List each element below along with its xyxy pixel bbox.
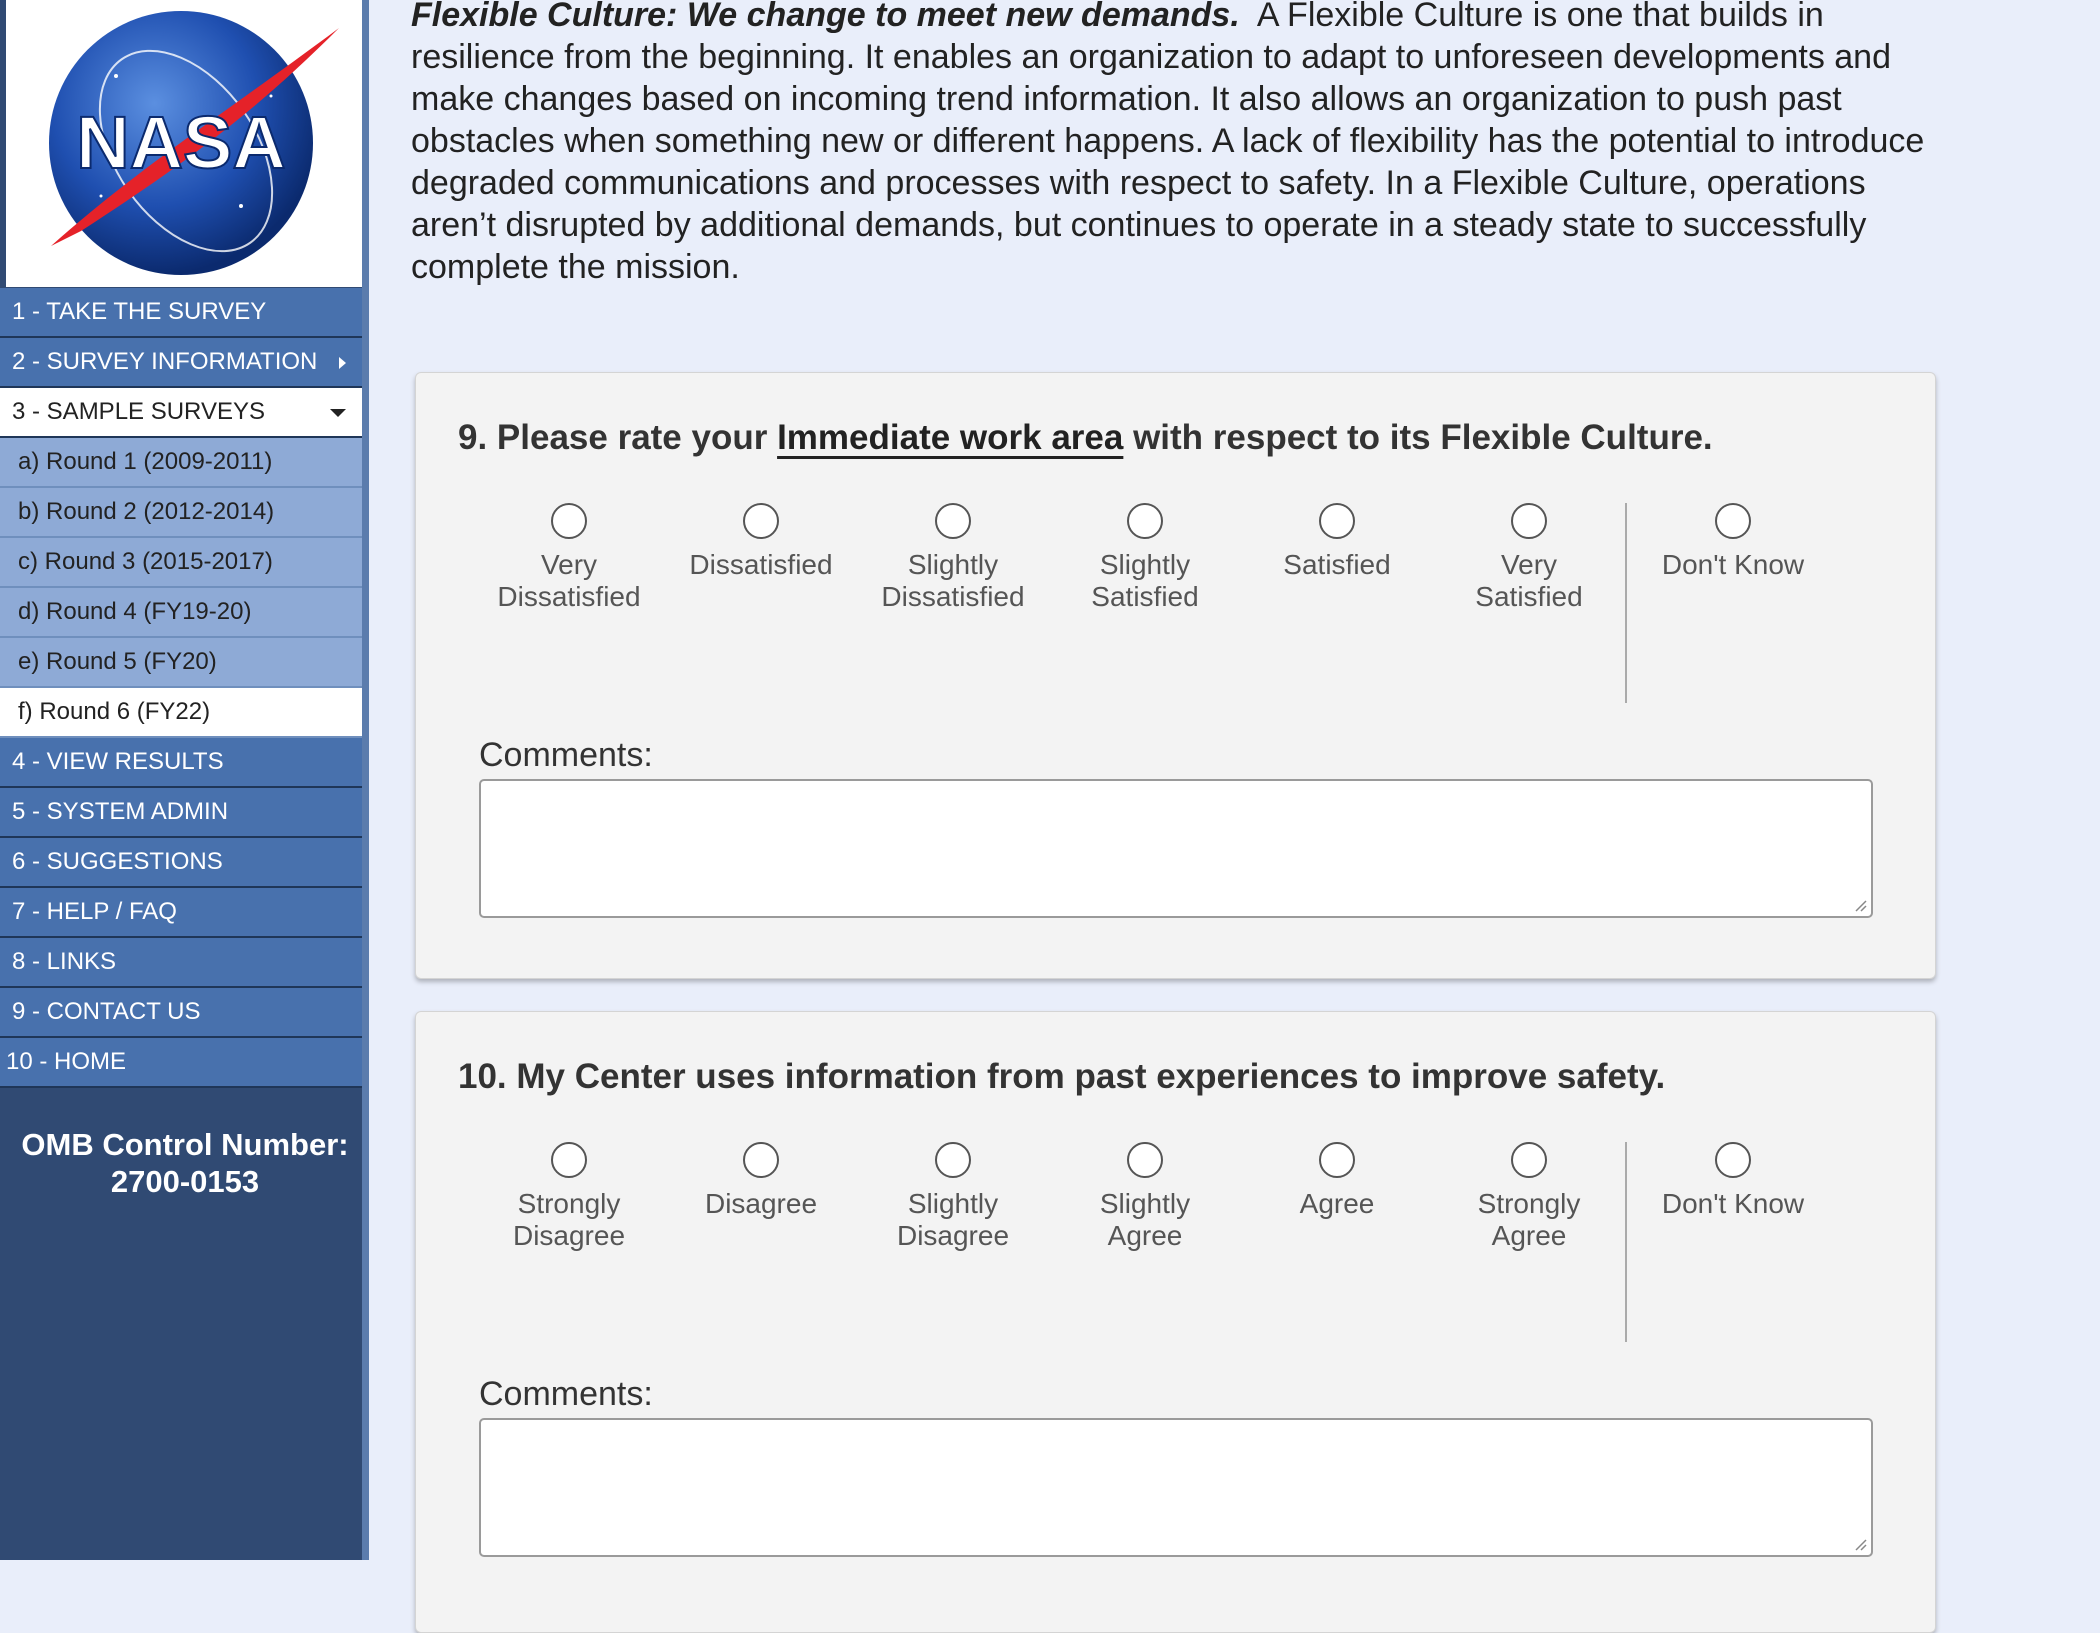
option-label-line2: Satisfied — [1475, 581, 1583, 612]
radio-button[interactable] — [1127, 503, 1163, 539]
nav-label: 8 - LINKS — [12, 948, 117, 975]
option-label-line2: Dissatisfied — [881, 581, 1025, 612]
option-label-line1: Slightly — [907, 1188, 999, 1219]
omb-control-number — [0, 1126, 370, 1200]
q10-option-strongly-agree[interactable] — [1434, 1142, 1624, 1252]
q9-option-very-satisfied[interactable] — [1434, 503, 1624, 613]
question-10-scale — [416, 1142, 1935, 1342]
q10-option-dont-know[interactable] — [1638, 1142, 1828, 1220]
nav-label: 5 - SYSTEM ADMIN — [12, 798, 229, 825]
nav-label: 3 - SAMPLE SURVEYS — [12, 398, 265, 425]
nav-sub-label: c) Round 3 (2015-2017) — [18, 548, 273, 575]
option-label-line2: Dissatisfied — [497, 581, 641, 612]
question-9-comments-label: Comments: — [479, 736, 653, 774]
option-label-line1: Don't Know — [1661, 1188, 1805, 1219]
question-9-title — [458, 418, 1713, 458]
q9-option-dont-know[interactable] — [1638, 503, 1828, 581]
q9-option-slightly-satisfied[interactable] — [1050, 503, 1240, 613]
nav-sub-label: e) Round 5 (FY20) — [18, 648, 217, 675]
sidebar — [0, 0, 369, 1560]
flexible-culture-intro — [411, 0, 1931, 288]
nav-item-sample-surveys[interactable] — [0, 388, 362, 438]
question-10-card — [415, 1011, 1936, 1633]
q10-option-agree[interactable] — [1242, 1142, 1432, 1220]
option-label-line1: Strongly — [517, 1188, 621, 1219]
nav-sub-label: d) Round 4 (FY19-20) — [18, 598, 252, 625]
option-label-line2: Agree — [1491, 1220, 1567, 1251]
question-10-comments-label: Comments: — [479, 1375, 653, 1413]
scale-divider — [1625, 503, 1627, 703]
option-label-line1: Strongly — [1477, 1188, 1581, 1219]
nav-subitem-round-2[interactable] — [0, 488, 362, 538]
radio-button[interactable] — [551, 1142, 587, 1178]
option-label-line1: Dissatisfied — [689, 549, 833, 580]
svg-text:NASA: NASA — [76, 101, 286, 184]
nav-item-view-results[interactable] — [0, 738, 362, 788]
radio-button[interactable] — [1511, 503, 1547, 539]
option-label-line1: Slightly — [1099, 1188, 1191, 1219]
option-label-line1: Slightly — [907, 549, 999, 580]
intro-lead: Flexible Culture: We change to meet new demands. — [411, 0, 1240, 34]
q9-option-slightly-dissatisfied[interactable] — [858, 503, 1048, 613]
nav-label: 9 - CONTACT US — [12, 998, 201, 1025]
option-label-line2: Satisfied — [1091, 581, 1199, 612]
radio-button[interactable] — [1319, 1142, 1355, 1178]
nav-subitem-round-3[interactable] — [0, 538, 362, 588]
nav-item-links[interactable] — [0, 938, 362, 988]
nav-label: 7 - HELP / FAQ — [12, 898, 177, 925]
q9-option-satisfied[interactable] — [1242, 503, 1432, 581]
nav-item-contact-us[interactable] — [0, 988, 362, 1038]
q10-option-slightly-disagree[interactable] — [858, 1142, 1048, 1252]
nav-item-home[interactable] — [0, 1038, 362, 1088]
nav-sub-label: b) Round 2 (2012-2014) — [18, 498, 275, 525]
nav-label: 6 - SUGGESTIONS — [12, 848, 223, 875]
option-label-line1: Don't Know — [1661, 549, 1805, 580]
chevron-down-icon — [330, 409, 346, 417]
option-label-line2: Disagree — [512, 1220, 626, 1251]
option-label-line2: Agree — [1107, 1220, 1183, 1251]
intro-body: A Flexible Culture is one that builds in resilience from the beginning. It enables an organization to adapt to unforeseen developments and make changes based on incoming trend information. It also allows an organization to push past obstacles when something new or different happens. A lack of flexibility has the potential to introduce degraded communications and processes with respect to safety. In a Flexible Culture, operations aren’t disrupted by additional demands, but continues to operate in a steady state to successfully complete the mission. — [411, 0, 1925, 286]
option-label-line1: Disagree — [704, 1188, 818, 1219]
nav-item-help-faq[interactable] — [0, 888, 362, 938]
q10-option-disagree[interactable] — [666, 1142, 856, 1220]
q10-option-slightly-agree[interactable] — [1050, 1142, 1240, 1252]
scale-divider — [1625, 1142, 1627, 1342]
nav-label: 2 - SURVEY INFORMATION — [12, 348, 318, 375]
option-label-line1: Satisfied — [1283, 549, 1391, 580]
question-9-comments-textarea[interactable] — [479, 779, 1873, 918]
nav-sub-label: a) Round 1 (2009-2011) — [18, 448, 273, 475]
question-9-prefix: 9. Please rate your — [458, 418, 778, 457]
radio-button[interactable] — [1127, 1142, 1163, 1178]
option-label-line1: Slightly — [1099, 549, 1191, 580]
option-label-line1: Very — [540, 549, 598, 580]
option-label-line2: Disagree — [896, 1220, 1010, 1251]
chevron-right-icon — [339, 357, 346, 369]
question-10-title: 10. My Center uses information from past experiences to improve safety. — [458, 1057, 1666, 1096]
radio-button[interactable] — [935, 1142, 971, 1178]
nav-subitem-round-1[interactable] — [0, 438, 362, 488]
nav-item-take-survey[interactable] — [0, 288, 362, 338]
nasa-logo[interactable] — [6, 0, 362, 287]
resize-grip-icon[interactable] — [1853, 898, 1867, 912]
radio-button[interactable] — [743, 503, 779, 539]
omb-label: OMB Control Number: — [21, 1127, 349, 1162]
nav-item-suggestions[interactable] — [0, 838, 362, 888]
radio-button[interactable] — [935, 503, 971, 539]
q9-option-dissatisfied[interactable] — [666, 503, 856, 581]
nasa-meatball-icon — [21, 6, 341, 276]
radio-button[interactable] — [1715, 503, 1751, 539]
question-9-suffix: with respect to its Flexible Culture. — [1123, 418, 1713, 457]
nav-item-system-admin[interactable] — [0, 788, 362, 838]
nav-subitem-round-4[interactable] — [0, 588, 362, 638]
nav-menu — [0, 288, 362, 1088]
nav-subitem-round-6[interactable] — [0, 688, 362, 738]
nav-label: 4 - VIEW RESULTS — [12, 748, 224, 775]
nav-subitem-round-5[interactable] — [0, 638, 362, 688]
radio-button[interactable] — [1319, 503, 1355, 539]
resize-grip-icon[interactable] — [1853, 1537, 1867, 1551]
question-9-emphasis: Immediate work area — [777, 418, 1124, 457]
radio-button[interactable] — [743, 1142, 779, 1178]
nav-label: 1 - TAKE THE SURVEY — [12, 298, 267, 325]
question-10-comments-textarea[interactable] — [479, 1418, 1873, 1557]
radio-button[interactable] — [1715, 1142, 1751, 1178]
option-label-line1: Very — [1500, 549, 1558, 580]
radio-button[interactable] — [1511, 1142, 1547, 1178]
nav-label: 10 - HOME — [6, 1048, 127, 1075]
q9-option-very-dissatisfied[interactable] — [474, 503, 664, 613]
q10-option-strongly-disagree[interactable] — [474, 1142, 664, 1252]
question-9-card — [415, 372, 1936, 979]
nav-sub-label: f) Round 6 (FY22) — [18, 698, 211, 725]
radio-button[interactable] — [551, 503, 587, 539]
omb-number: 2700-0153 — [110, 1164, 260, 1199]
question-9-scale — [416, 503, 1935, 703]
nav-item-survey-information[interactable] — [0, 338, 362, 388]
option-label-line1: Agree — [1299, 1188, 1375, 1219]
